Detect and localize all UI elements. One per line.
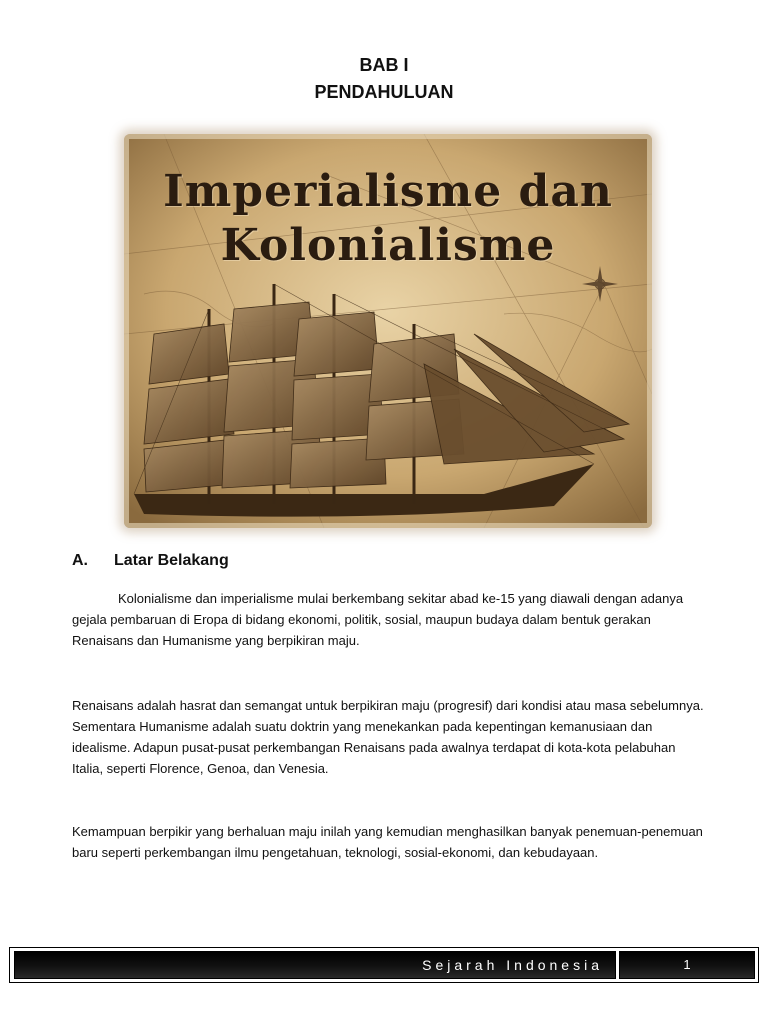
cover-title-line2: Kolonialisme bbox=[220, 220, 556, 271]
paragraph-3: Kemampuan berpikir yang berhaluan maju inilah yang kemudian menghasilkan banyak penemuan-penemuan baru seperti perkembangan ilmu pengetahuan, teknologi, sosial-ekonomi, dan kebudayaan. bbox=[72, 824, 703, 860]
section-number: A. bbox=[72, 552, 88, 569]
chapter-title: PENDAHULUAN bbox=[314, 82, 454, 102]
cover-illustration bbox=[124, 134, 652, 528]
page-number: 1 bbox=[619, 951, 755, 979]
section-heading bbox=[72, 552, 229, 570]
footer-title-bar bbox=[14, 951, 616, 979]
paragraph-1: Kolonialisme dan imperialisme mulai berkembang sekitar abad ke-15 yang diawali dengan adanya gejala pembaruan di Eropa di bidang ekonomi, politik, sosial, maupun budaya dalam bentuk gerakan Renaisans dan Humanisme yang berpikiran maju. bbox=[72, 591, 684, 648]
cover-title-line1: Imperialisme dan bbox=[163, 166, 613, 217]
footer-title: Sejarah Indonesia bbox=[422, 957, 603, 973]
section-title: Latar Belakang bbox=[114, 552, 229, 569]
paragraph-2: Renaisans adalah hasrat dan semangat untuk berpikiran maju (progresif) dari kondisi atau masa sebelumnya. Sementara Humanisme adalah suatu doktrin yang menekankan pada kepentingan kemanusiaan dan idealisme. Adapun pusat-pusat perkembangan Renaisans pada awalnya terdapat di kota-kota pelabuhan Italia, seperti Florence, Genoa, dan Venesia. bbox=[72, 698, 704, 776]
chapter-number: BAB I bbox=[359, 55, 409, 75]
